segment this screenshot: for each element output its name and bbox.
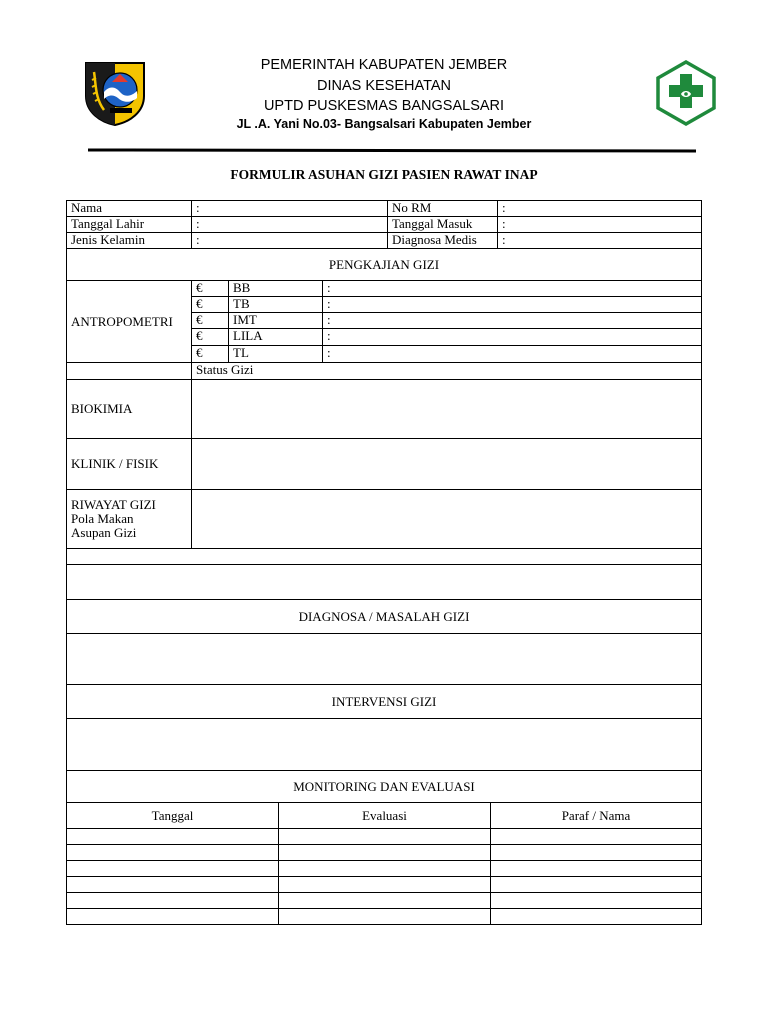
col-tanggal: Tanggal <box>67 803 279 829</box>
cell-tanggal[interactable] <box>67 877 279 893</box>
cell-tanggal[interactable] <box>67 893 279 909</box>
value-diagnosa-medis[interactable]: : <box>498 233 702 249</box>
value-imt[interactable]: : <box>323 313 702 329</box>
monitoring-header: MONITORING DAN EVALUASI <box>67 771 702 803</box>
value-tanggal-masuk[interactable]: : <box>498 217 702 233</box>
diagnosa-field[interactable] <box>67 634 702 685</box>
measure-lila: LILA <box>229 329 323 346</box>
cell-tanggal[interactable] <box>67 909 279 925</box>
biokimia-field[interactable] <box>192 380 702 439</box>
bullet-lila: € <box>192 329 229 346</box>
bullet-tl: € <box>192 346 229 363</box>
assessment-table <box>66 248 702 803</box>
value-no-rm[interactable]: : <box>498 201 702 217</box>
intervensi-header: INTERVENSI GIZI <box>67 685 702 719</box>
cell-evaluasi[interactable] <box>279 829 491 845</box>
cell-evaluasi[interactable] <box>279 893 491 909</box>
value-tl[interactable]: : <box>323 346 702 363</box>
cell-paraf[interactable] <box>491 893 702 909</box>
antropometri-label: ANTROPOMETRI <box>67 281 192 363</box>
header-line-3: UPTD PUSKESMAS BANGSALSARI <box>263 98 505 114</box>
col-evaluasi: Evaluasi <box>279 803 491 829</box>
asupan-gizi-label: Asupan Gizi <box>71 525 137 540</box>
riwayat-gizi-label <box>67 490 192 549</box>
table-row <box>67 829 702 845</box>
cell-tanggal[interactable] <box>67 845 279 861</box>
cell-paraf[interactable] <box>491 877 702 893</box>
table-row <box>67 893 702 909</box>
cell-paraf[interactable] <box>491 861 702 877</box>
cell-paraf[interactable] <box>491 909 702 925</box>
table-row <box>67 877 702 893</box>
cell-evaluasi[interactable] <box>279 845 491 861</box>
blank-row[interactable] <box>67 565 702 600</box>
jember-regency-logo <box>82 60 148 126</box>
label-tanggal-masuk: Tanggal Masuk <box>388 217 498 233</box>
header-line-1: PEMERINTAH KABUPATEN JEMBER <box>260 57 508 73</box>
klinik-fisik-label: KLINIK / FISIK <box>67 439 192 490</box>
value-lila[interactable]: : <box>323 329 702 346</box>
table-row <box>67 909 702 925</box>
diagnosa-header: DIAGNOSA / MASALAH GIZI <box>67 600 702 634</box>
cell-evaluasi[interactable] <box>279 909 491 925</box>
value-tanggal-lahir[interactable]: : <box>192 217 388 233</box>
measure-tb: TB <box>229 297 323 313</box>
label-jenis-kelamin: Jenis Kelamin <box>67 233 192 249</box>
bullet-bb: € <box>192 281 229 297</box>
header-divider <box>88 148 696 152</box>
intervensi-field[interactable] <box>67 719 702 771</box>
cell-paraf[interactable] <box>491 829 702 845</box>
label-nama: Nama <box>67 201 192 217</box>
col-paraf-nama: Paraf / Nama <box>491 803 702 829</box>
value-bb[interactable]: : <box>323 281 702 297</box>
table-row <box>67 861 702 877</box>
label-tanggal-lahir: Tanggal Lahir <box>67 217 192 233</box>
table-row <box>67 845 702 861</box>
cell-evaluasi[interactable] <box>279 861 491 877</box>
status-gizi-spacer <box>67 363 192 380</box>
riwayat-gizi-field[interactable] <box>192 490 702 549</box>
measure-tl: TL <box>229 346 323 363</box>
bullet-imt: € <box>192 313 229 329</box>
cell-evaluasi[interactable] <box>279 877 491 893</box>
label-diagnosa-medis: Diagnosa Medis <box>388 233 498 249</box>
cell-tanggal[interactable] <box>67 829 279 845</box>
cell-paraf[interactable] <box>491 845 702 861</box>
label-no-rm: No RM <box>388 201 498 217</box>
riwayat-gizi-title: RIWAYAT GIZI <box>71 497 156 512</box>
monitoring-table <box>66 802 702 925</box>
measure-bb: BB <box>229 281 323 297</box>
measure-imt: IMT <box>229 313 323 329</box>
value-tb[interactable]: : <box>323 297 702 313</box>
pengkajian-gizi-header: PENGKAJIAN GIZI <box>67 249 702 281</box>
form-title: FORMULIR ASUHAN GIZI PASIEN RAWAT INAP <box>230 167 538 182</box>
header-line-2: DINAS KESEHATAN <box>316 78 452 94</box>
status-gizi-label[interactable]: Status Gizi <box>192 363 702 380</box>
spacer-row <box>67 549 702 565</box>
header-address: JL .A. Yani No.03- Bangsalsari Kabupaten Jember <box>236 117 532 131</box>
cell-tanggal[interactable] <box>67 861 279 877</box>
biokimia-label: BIOKIMIA <box>67 380 192 439</box>
bullet-tb: € <box>192 297 229 313</box>
patient-info-table <box>66 200 702 249</box>
value-nama[interactable]: : <box>192 201 388 217</box>
puskesmas-logo <box>655 60 717 126</box>
pola-makan-label: Pola Makan <box>71 511 134 526</box>
klinik-fisik-field[interactable] <box>192 439 702 490</box>
value-jenis-kelamin[interactable]: : <box>192 233 388 249</box>
